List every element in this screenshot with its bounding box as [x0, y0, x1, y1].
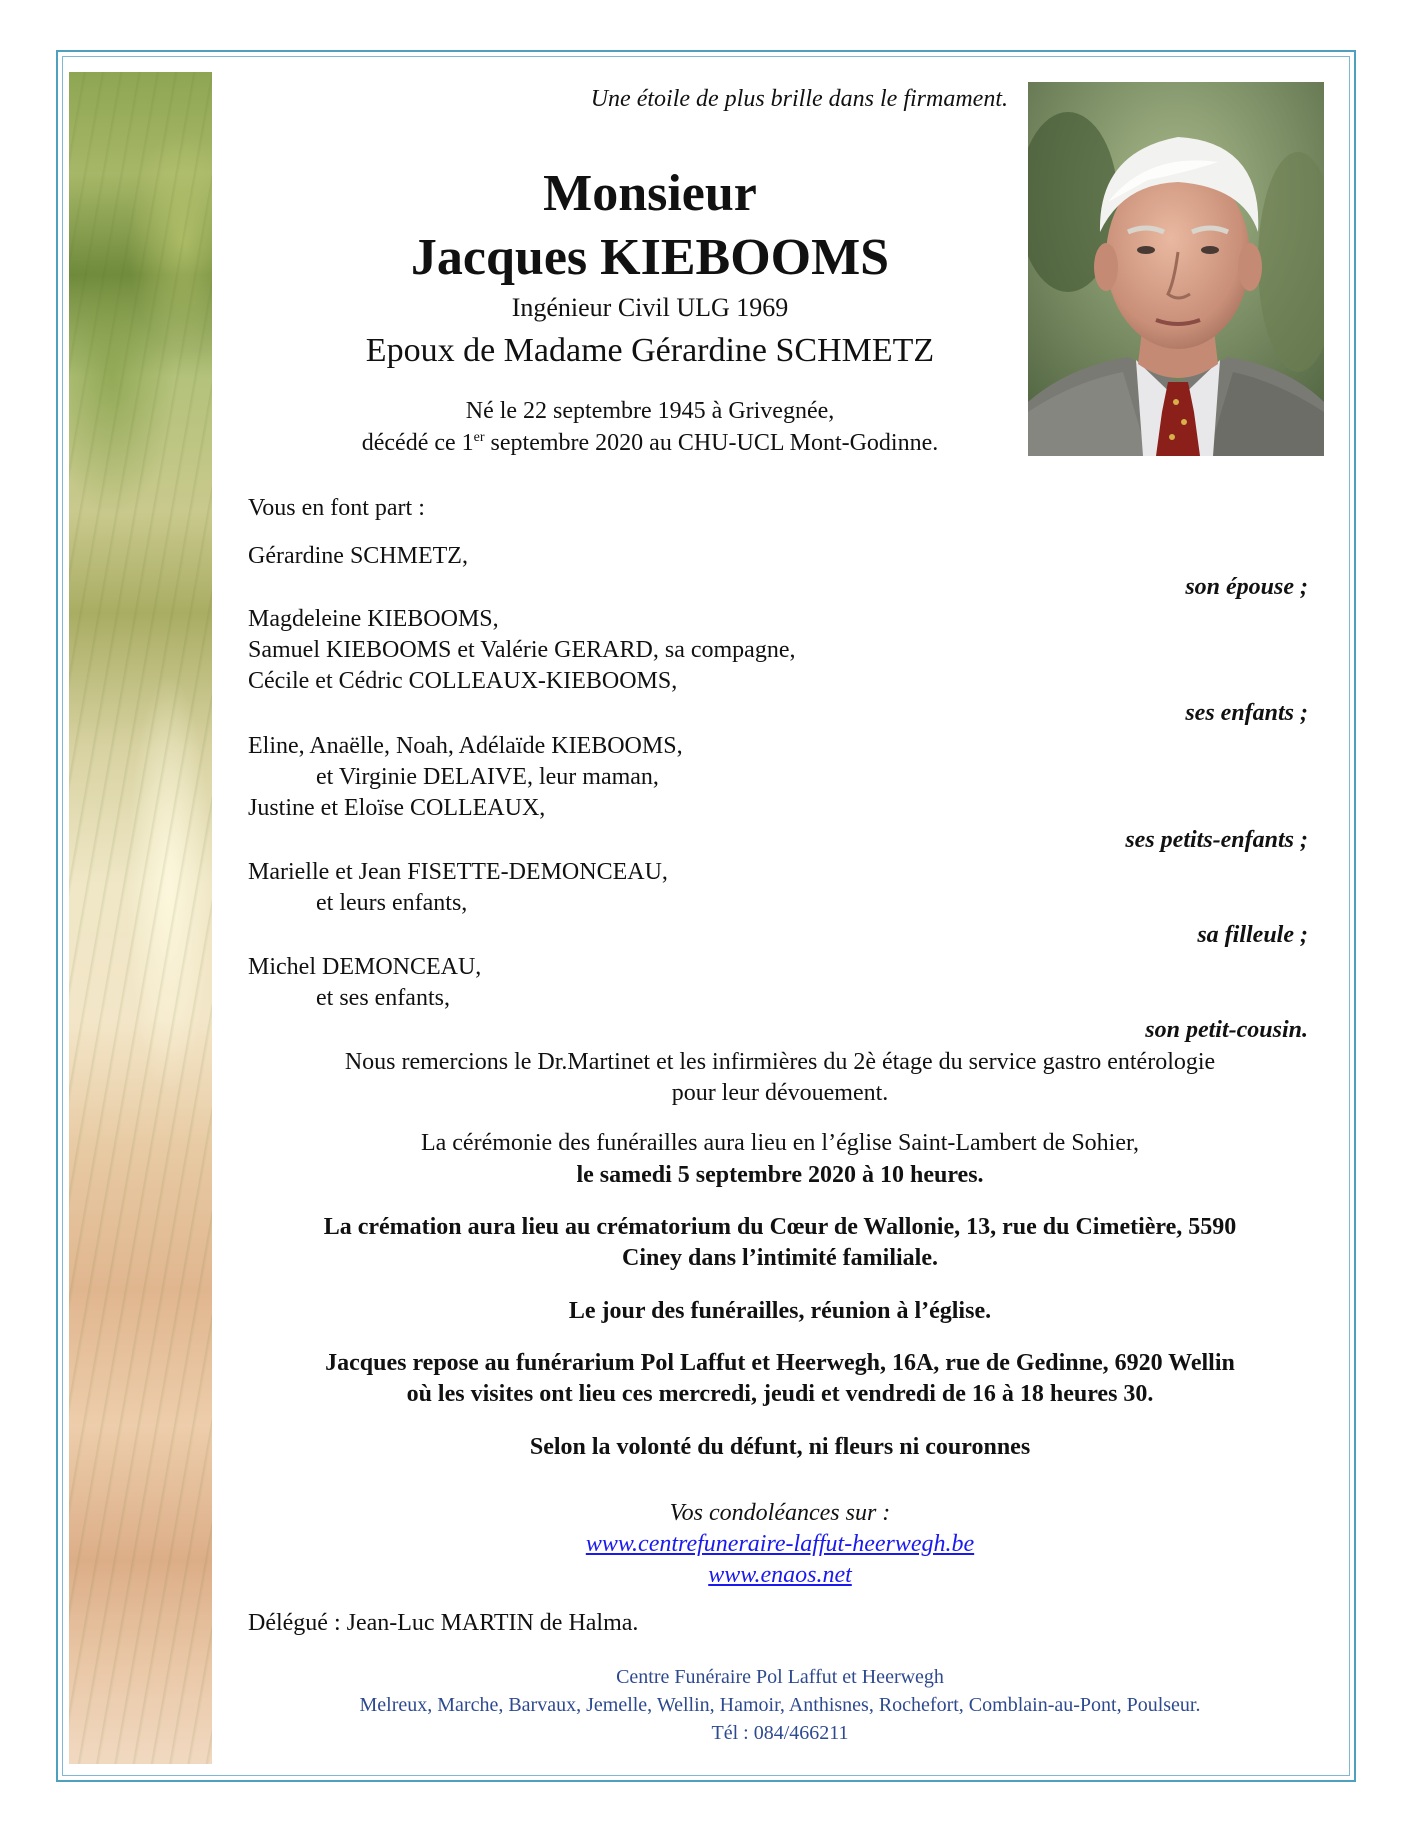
family-name-line: Justine et Eloïse COLLEAUX, — [248, 795, 546, 821]
death-ordinal-sup: er — [473, 430, 485, 445]
death-text-post: septembre 2020 au CHU-UCL Mont-Godinne. — [484, 430, 939, 456]
ceremony-date: le samedi 5 septembre 2020 à 10 heures. — [576, 1162, 984, 1188]
condolences-link-funeral-center[interactable]: www.centrefuneraire-laffut-heerwegh.be — [585, 1531, 975, 1557]
condolences-label: Vos condoléances sur : — [669, 1500, 891, 1526]
family-relation: ses petits-enfants ; — [1125, 827, 1308, 853]
portrait-photo — [1028, 82, 1324, 456]
family-name-line: et leurs enfants, — [316, 890, 468, 916]
title-honorific: Monsieur — [543, 165, 757, 222]
family-name-line: Marielle et Jean FISETTE-DEMONCEAU, — [248, 859, 668, 885]
family-name-line: Magdeleine KIEBOOMS, — [248, 606, 499, 632]
condolences-link-1-wrap — [230, 1531, 1330, 1558]
death-line — [250, 430, 1050, 457]
family-name-line: Cécile et Cédric COLLEAUX-KIEBOOMS, — [248, 668, 678, 694]
epigraph-quote: Une étoile de plus brille dans le firmament. — [590, 86, 1008, 112]
footer-locations: Melreux, Marche, Barvaux, Jemelle, Wellin, Hamoir, Anthisnes, Rochefort, Comblain-au-Pont, Poulseur. — [359, 1694, 1201, 1716]
condolences-link-enaos[interactable]: www.enaos.net — [708, 1562, 852, 1588]
deceased-name: Jacques KIEBOOMS — [410, 229, 890, 286]
spouse-line: Epoux de Madame Gérardine SCHMETZ — [365, 332, 935, 369]
family-relation: son petit-cousin. — [1145, 1017, 1308, 1043]
family-relation: son épouse ; — [1185, 574, 1308, 600]
condolences-link-2-wrap — [230, 1562, 1330, 1589]
footer-company-name: Centre Funéraire Pol Laffut et Heerwegh — [616, 1666, 944, 1688]
death-text-pre: décédé ce 1 — [361, 430, 474, 456]
forest-path-image-strip — [69, 72, 212, 1764]
thanks-line-1: Nous remercions le Dr.Martinet et les infirmières du 2è étage du service gastro entérologie — [344, 1049, 1216, 1075]
birth-line: Né le 22 septembre 1945 à Grivegnée, — [465, 398, 835, 424]
family-name-line: et Virginie DELAIVE, leur maman, — [316, 764, 659, 790]
announcement-intro: Vous en font part : — [248, 495, 425, 521]
family-name-line: Gérardine SCHMETZ, — [248, 543, 468, 569]
thanks-line-2: pour leur dévouement. — [671, 1080, 889, 1106]
ceremony-line-1: La cérémonie des funérailles aura lieu en l’église Saint-Lambert de Sohier, — [420, 1130, 1140, 1156]
footer-phone: Tél : 084/466211 — [711, 1722, 849, 1744]
flowers-wish: Selon la volonté du défunt, ni fleurs ni couronnes — [529, 1434, 1031, 1460]
family-name-line: et ses enfants, — [316, 985, 450, 1011]
delegate-line: Délégué : Jean-Luc MARTIN de Halma. — [248, 1610, 639, 1636]
family-name-line: Samuel KIEBOOMS et Valérie GERARD, sa compagne, — [248, 637, 796, 663]
family-relation: ses enfants ; — [1185, 700, 1308, 726]
meeting-notice: Le jour des funérailles, réunion à l’église. — [568, 1298, 992, 1324]
funeral-home-line-2: où les visites ont lieu ces mercredi, jeudi et vendredi de 16 à 18 heures 30. — [406, 1381, 1154, 1407]
deceased-degree: Ingénieur Civil ULG 1969 — [511, 293, 789, 322]
portrait-illustration — [1028, 82, 1324, 456]
cremation-line-2: Ciney dans l’intimité familiale. — [622, 1245, 938, 1271]
family-name-line: Eline, Anaëlle, Noah, Adélaïde KIEBOOMS, — [248, 733, 683, 759]
family-name-line: Michel DEMONCEAU, — [248, 954, 482, 980]
funeral-home-line-1: Jacques repose au funérarium Pol Laffut et Heerwegh, 16A, rue de Gedinne, 6920 Wellin — [325, 1350, 1235, 1376]
family-relation: sa filleule ; — [1197, 922, 1308, 948]
cremation-line-1: La crémation aura lieu au crématorium du Cœur de Wallonie, 13, rue du Cimetière, 5590 — [323, 1214, 1237, 1240]
